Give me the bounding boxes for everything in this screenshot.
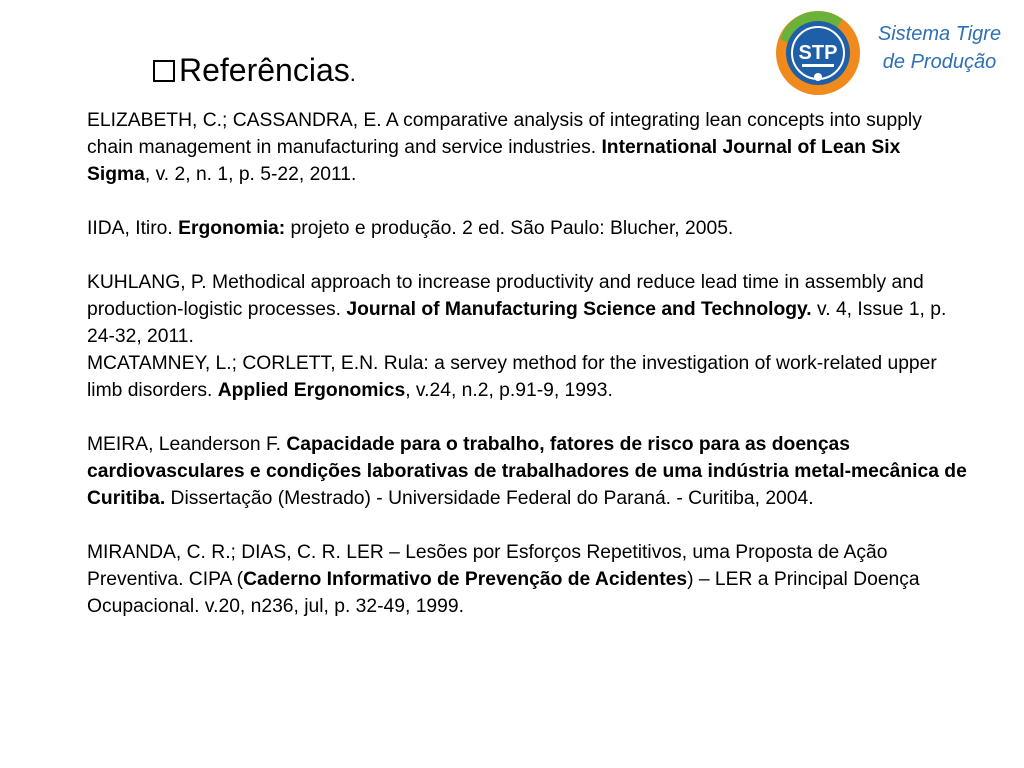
logo-name-line2: de Produção xyxy=(882,51,997,73)
logo-wordmark xyxy=(862,20,1017,76)
spacer xyxy=(87,188,967,215)
reference-item xyxy=(87,431,967,512)
heading-title: Referências xyxy=(179,52,350,88)
reference-source-title: Capacidade para o trabalho, fatores de risco para as doenças cardiovasculares e condições laborativas de trabalhadores de uma indústria metal-mecânica de Curitiba. xyxy=(87,434,967,509)
reference-item xyxy=(87,107,967,188)
reference-text: MEIRA, Leanderson F. xyxy=(87,434,287,455)
reference-text: MCATAMNEY, L.; CORLETT, E.N. Rula: a servey method for the investigation of work-related upper limb disorders. xyxy=(87,353,937,401)
spacer xyxy=(87,404,967,431)
reference-text: ELIZABETH, C.; CASSANDRA, E. A comparative analysis of integrating lean concepts into supply chain management in manufacturing and service industries. xyxy=(87,110,922,158)
reference-source-title: Applied Ergonomics xyxy=(217,380,406,401)
logo-underline xyxy=(802,64,834,67)
logo-name-line1: Sistema Tigre xyxy=(877,23,1002,45)
spacer xyxy=(87,512,967,539)
reference-source-title: Ergonomia: xyxy=(178,218,286,239)
reference-text: KUHLANG, P. Methodical approach to increase productivity and reduce lead time in assembly and production-logistic processes. xyxy=(87,272,924,320)
reference-source-title: Journal of Manufacturing Science and Technology. xyxy=(346,299,812,320)
reference-details: v. 4, Issue 1, p. 24-32, 2011. xyxy=(87,299,947,347)
reference-source-title: Caderno Informativo de Prevenção de Acidentes xyxy=(243,569,688,590)
reference-details: projeto e produção. 2 ed. São Paulo: Blucher, 2005. xyxy=(285,218,734,239)
reference-details: , v.24, n.2, p.91-9, 1993. xyxy=(405,380,613,401)
reference-item xyxy=(87,350,967,404)
reference-source-title: International Journal of Lean Six Sigma xyxy=(87,137,901,185)
reference-list xyxy=(87,107,967,620)
checkbox-square-icon xyxy=(153,60,175,82)
logo-badge-text: STP xyxy=(798,42,838,64)
stp-logo-icon xyxy=(772,9,864,97)
section-heading xyxy=(153,50,356,94)
reference-item xyxy=(87,539,967,620)
reference-text: IIDA, Itiro. xyxy=(87,218,179,239)
reference-details: ) – LER a Principal Doença Ocupacional. v.20, n236, jul, p. 32-49, 1999. xyxy=(87,569,920,617)
reference-text: MIRANDA, C. R.; DIAS, C. R. LER – Lesões por Esforços Repetitivos, uma Proposta de Ação Preventiva. CIPA ( xyxy=(87,542,888,590)
heading-period: . xyxy=(349,61,356,86)
logo-paw-icon xyxy=(814,73,822,81)
reference-details: , v. 2, n. 1, p. 5-22, 2011. xyxy=(144,164,357,185)
spacer xyxy=(87,242,967,269)
reference-details: Dissertação (Mestrado) - Universidade Federal do Paraná. - Curitiba, 2004. xyxy=(165,488,814,509)
reference-item xyxy=(87,269,967,350)
reference-item xyxy=(87,215,967,242)
